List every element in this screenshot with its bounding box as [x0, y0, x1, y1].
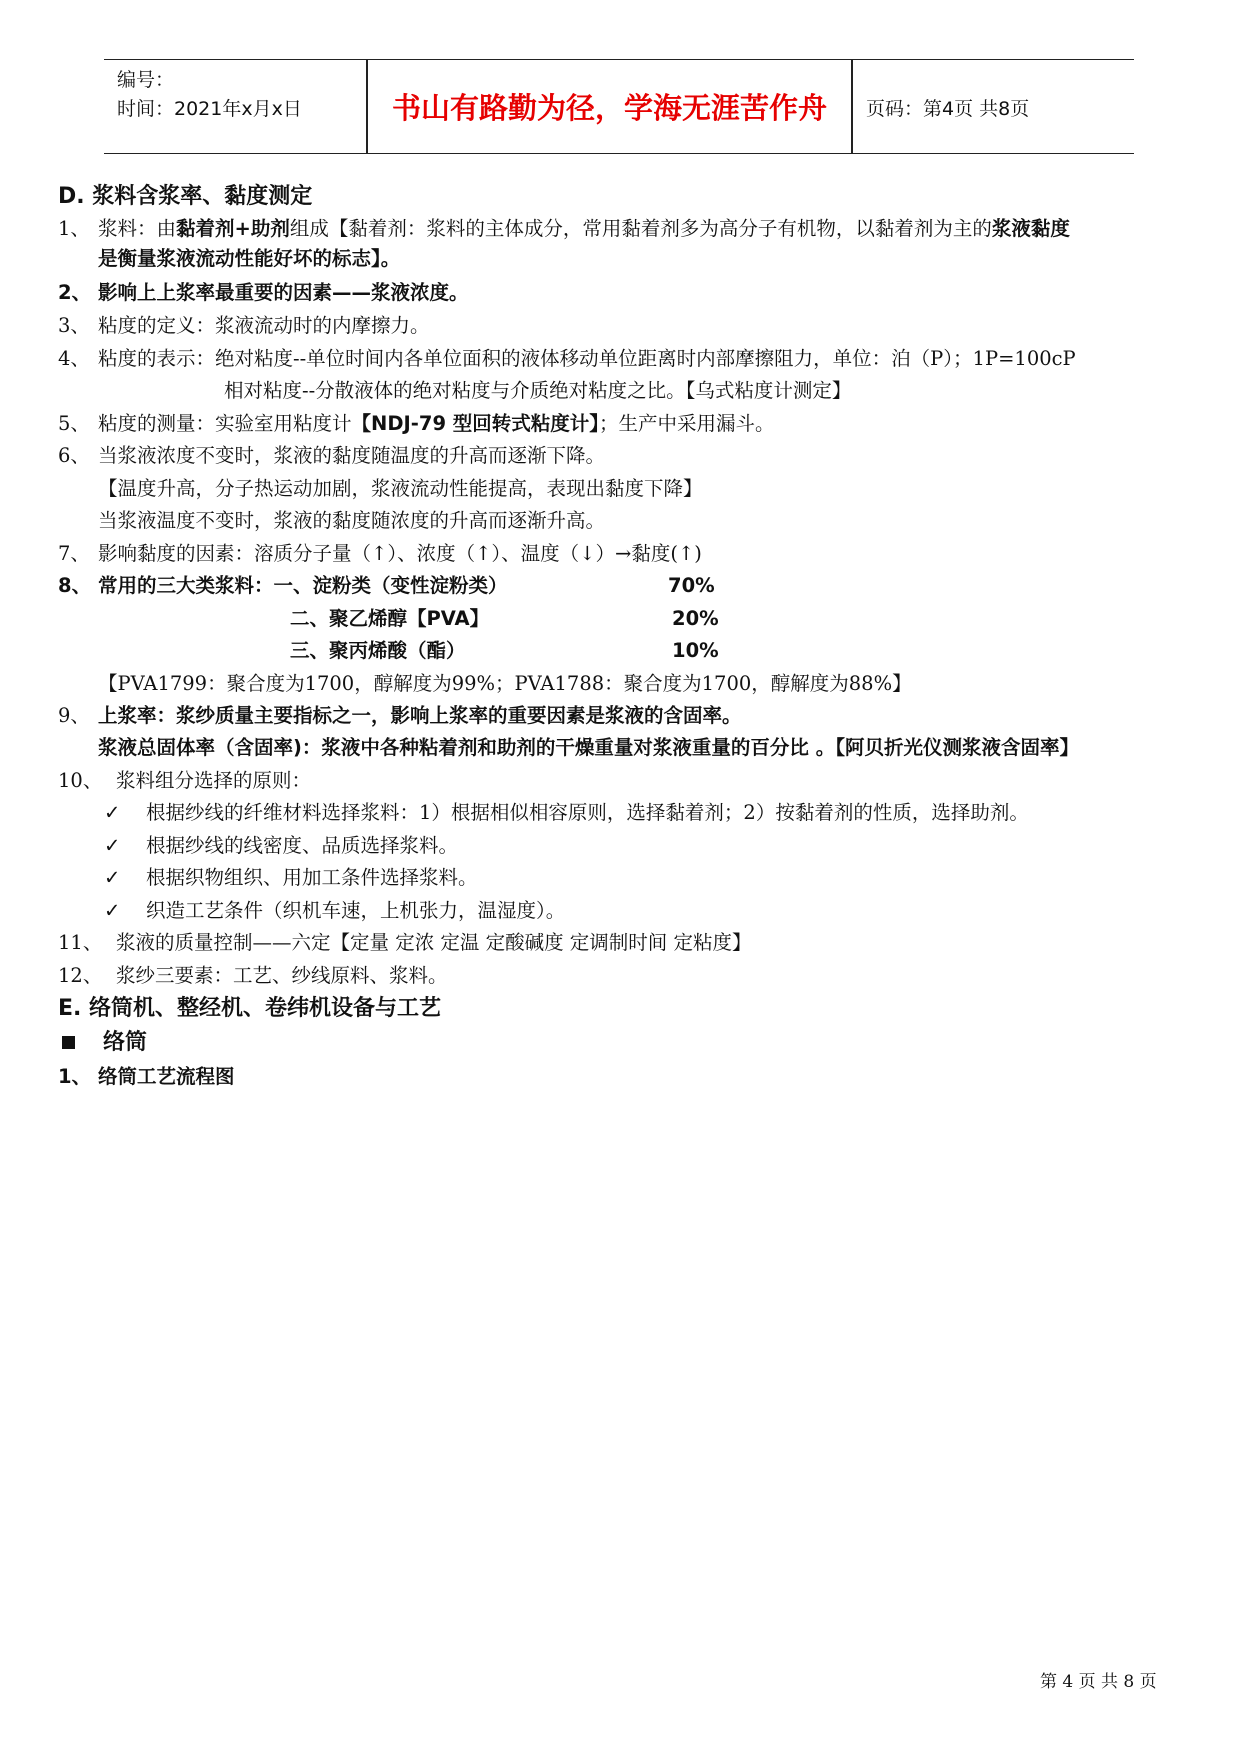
item-8-percent-1: 70% [668, 574, 715, 597]
item-6: 6、 当浆液浓度不变时，浆液的黏度随温度的升高而逐渐下降。 [58, 444, 606, 467]
item-1-cont: 是衡量浆液流动性能好坏的标志】。 [98, 247, 401, 270]
page-footer: 第 4 页 共 8 页 [1040, 1672, 1157, 1692]
item-4-cont: 相对粘度--分散液体的绝对粘度与介质绝对粘度之比。【乌式粘度计测定】 [224, 379, 852, 402]
item-1: 1、 浆料：由黏着剂+助剂组成【黏着剂：浆料的主体成分，常用黏着剂多为高分子有机物，以黏着剂为主的浆液黏度 [58, 217, 1070, 240]
checklist-item: ✓ 织造工艺条件（织机车速，上机张力，温湿度）。 [104, 899, 566, 922]
item-8-percent-3: 10% [672, 639, 719, 662]
item-8-line-2: 二、聚乙烯醇【PVA】 [290, 607, 490, 630]
item-8: 8、 常用的三大类浆料：一、淀粉类（变性淀粉类） [58, 574, 508, 597]
item-8-line-3: 三、聚丙烯酸（酯） [290, 639, 466, 662]
check-icon: ✓ [104, 899, 121, 922]
section-e-title: E. 络筒机、整经机、卷纬机设备与工艺 [58, 996, 442, 1021]
item-6-note: 【温度升高，分子热运动加剧，浆液流动性能提高，表现出黏度下降】 [98, 477, 703, 500]
header-divider [851, 60, 853, 153]
header-page-label: 页码：第4页 共8页 [866, 98, 1030, 120]
checklist-item: ✓ 根据纱线的线密度、品质选择浆料。 [104, 834, 459, 857]
section-e-subheading: 络筒 [58, 1030, 147, 1056]
item-2: 2、 影响上上浆率最重要的因素——浆液浓度。 [58, 281, 469, 304]
check-icon: ✓ [104, 801, 121, 824]
item-number: 1、 [58, 217, 90, 240]
number-label: 编号： [117, 69, 175, 91]
item-9-cont: 浆液总固体率（含固率)：浆液中各种粘着剂和助剂的干燥重量对浆液重量的百分比 。【阿贝折光仪测浆液含固率】 [98, 736, 1079, 759]
item-10: 10、 浆料组分选择的原则： [58, 769, 312, 792]
section-d-title: D. 浆料含浆率、黏度测定 [58, 184, 313, 209]
header-motto: 书山有路勤为径，学海无涯苦作舟 [391, 91, 827, 125]
item-11: 11、 浆液的质量控制——六定【定量 定浓 定温 定酸碱度 定调制时间 定粘度】 [58, 931, 752, 954]
item-4: 4、 粘度的表示：绝对粘度--单位时间内各单位面积的液体移动单位距离时内部摩擦阻力，单位：泊（P）；1P=100cP [58, 347, 1076, 370]
check-icon: ✓ [104, 834, 121, 857]
item-8-percent-2: 20% [672, 607, 719, 630]
item-7: 7、 影响黏度的因素：溶质分子量（↑）、浓度（↑）、温度（↓）→黏度(↑) [58, 542, 702, 565]
header-info [117, 66, 302, 124]
item-8-note: 【PVA1799：聚合度为1700，醇解度为99%；PVA1788：聚合度为1700，醇解度为88%】 [98, 672, 912, 695]
item-9: 9、 上浆率：浆纱质量主要指标之一，影响上浆率的重要因素是浆液的含固率。 [58, 704, 742, 727]
page-header [104, 59, 1134, 154]
item-3: 3、 粘度的定义：浆液流动时的内摩擦力。 [58, 314, 430, 337]
checklist-item: ✓ 根据纱线的纤维材料选择浆料：1）根据相似相容原则，选择黏着剂；2）按黏着剂的性质，选择助剂。 [104, 801, 1029, 824]
time-label: 时间：2021年x月x日 [117, 98, 302, 120]
checklist-item: ✓ 根据织物组织、用加工条件选择浆料。 [104, 866, 478, 889]
item-6-cont: 当浆液温度不变时，浆液的黏度随浓度的升高而逐渐升高。 [98, 509, 606, 532]
item-5: 5、 粘度的测量：实验室用粘度计【NDJ-79 型回转式粘度计】；生产中采用漏斗。 [58, 412, 775, 435]
item-12: 12、 浆纱三要素：工艺、纱线原料、浆料。 [58, 964, 448, 987]
section-e-item-1: 1、 络筒工艺流程图 [58, 1065, 235, 1088]
check-icon: ✓ [104, 866, 121, 889]
square-bullet-icon [62, 1036, 75, 1049]
